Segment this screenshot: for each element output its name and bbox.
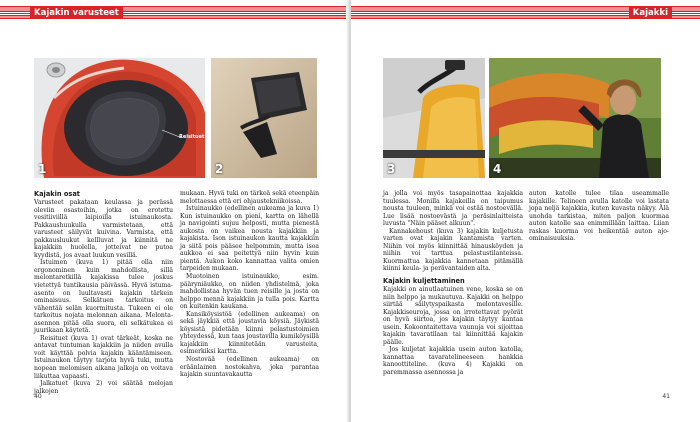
- section-heading: Kajakin osat: [34, 190, 80, 198]
- kayak-cockpit-seat-photo: [34, 58, 205, 178]
- page-number: 40: [34, 393, 42, 400]
- photo-number: 1: [38, 162, 47, 176]
- text-column-1: [34, 190, 173, 395]
- paragraph: Nostovää (edellinen aukeama) on eräänlainen nostokahva, joka parantaa kajakin suuntavakautta: [180, 356, 319, 379]
- paragraph: Muotoinen istuinaukko, esim. pääryniäukko, on niiden yhdistelmä, joka mahdollistaa hyvän tuen reisille ja josta on helppo mennä kajakkiin ja tulla pois. Kartta on kuitenkin kaukana.: [180, 273, 319, 311]
- photo-number: 4: [493, 162, 502, 176]
- photo-roof-rack: [383, 58, 485, 178]
- paragraph: ja jolla voi myös tasapainottaa kajakkia tuulessa. Monilla kajakeilla on taipumus nousta tuuleen, minkä voi estää nostoevällä. Lue lisää nostoevästä ja peräsinlaitteista luvusta "Näin pääset alkuun".: [383, 190, 523, 228]
- photo-callout-label: Reisituet: [179, 134, 205, 140]
- photo-kayak-cockpit: [34, 58, 205, 178]
- paragraph: Istuinaukko (edellinen aukeama ja kuva 1) Kun istuinaukko on pieni, kartta on lähellä ja navigointi sujuu helposti, mutta pienestä aukosta on vaikea nousta kajakkiin ja kajakista. Ison istuinaukon kautta kajakkiin ja siitä pois pääsee helpommin, mutta isoa aukkoa ei saa peitettyä niin hyvin kuin pientä. Aukon koko kannattaa valita omien tarpeiden mukaan.: [180, 205, 319, 273]
- kayak-roof-rack-photo: [383, 58, 485, 178]
- paragraph: Varusteet pakataan keulassa ja perässä oleviin osastoihin, jotka on erotettu vesitiiviillä laipioilla istuinaukosta. Pakkaushuukulla varmistetaan, että varusteet säilyvät kuivina. Varmista, että pakkausluukut kellluvat ja kiinnitä ne kajakkiin huolella, jotteivat ne putoa kyydistä, jos avaat luukun vesillä.: [34, 199, 173, 259]
- paragraph: auton katolle tulee tilaa useammalle kajakille. Telineen avulla katolle voi lastata jopa neljä kajakkia, kuten kuvasta näkyy. Älä unohda tarkistaa, miten paljon kuormaa auton katolle saa enimmillään laittaa. Liian raskas kuorma voi heikentää auton ajo-ominaisuuksia.: [529, 190, 669, 243]
- paragraph: Jalkatuet (kuva 2) voi säätää melojan jalkojen: [34, 380, 173, 395]
- photo-number: 2: [215, 162, 224, 176]
- paragraph: Reisituet (kuva 1) ovat tärkeät, koska ne antavat tuntuman kajakkiin ja niiden avulla voit käyttää polvia kajakin kääntämiseen. Istuinaukon täytyy tarjota hyvä tuki, mutta nopean melomisen aikana jalkoja on voitava liikuttaa vapaasti.: [34, 334, 173, 380]
- section-title: Kajakin varusteet: [30, 7, 123, 19]
- paragraph: Istuimen (kuva 1) pitää olla niin ergonominen kuin mahdollista, sillä melontaretkillä kajakissa tulee joskus vietettyä tuntikausia päivässä. Hyvä istuma-asento on luultavasti kajakin tärkein ominaisuus. Selkätuen tarkoitus on vähentää selän kuormitusta. Tukeen ei ole tarkoitus nojata melonnan aikana. Melonta-asennon pitää olla suora, eli selkätukea ei juurikaan käytetä.: [34, 259, 173, 335]
- paragraph: Kajakki on ainutlaatuinen vene, koska se on niin helppo ja mukautuva. Kajakki on helppo siirtää säilytyspaikasta melontavesille. Kajakkiseuroja, jossa on irrotettavat pyörät on hyvä siirtoa, jos kajakin täytyy kantaa usein. Kokoontaitettava vaunuja voi sijoittaa kajakin tavaratilaan tai kiinnittää kajakin päälle.: [383, 286, 523, 346]
- section-heading: Kajakin kuljettaminen: [383, 277, 465, 286]
- right-page: [351, 0, 700, 422]
- person-loading-kayak-photo: [489, 58, 661, 178]
- left-page: [0, 0, 349, 422]
- section-title: Kajakki: [629, 7, 672, 19]
- photo-number: 3: [387, 162, 396, 176]
- paragraph: Kansiköysistöä (edellinen aukeama) on sekä jäykkiä että joustavia köysiä. Jäykistä köysistä pidetään kiinni pelastustoimien yhteydessä, kun taas joustavilla kumiköysillä kajakkiin kiinnitetään varusteita, esimerkiksi kartta.: [180, 310, 319, 356]
- seat-pad-photo: [211, 58, 317, 178]
- photo-seat-pad: [211, 58, 317, 178]
- text-column-4: [529, 190, 669, 243]
- paragraph: mukaan. Hyvä tuki on tärkeä sekä eteenpäin melottaessa että eri ohjaustekniikoissa.: [180, 190, 319, 205]
- photo-person-loading-kayak: [489, 58, 661, 178]
- paragraph: Kannakehoust (kuva 3) kajakin kuljetusta varten ovat kajakin kantamista varten. Niihin voi myös kiinnittää hinausköyden ja niihin voi tarttua pelastustilanteissa. Kuormattua kajakkia kannetaan pitämällä kiinni keula- ja perävantaiden alta.: [383, 227, 523, 273]
- header-band: [0, 6, 349, 20]
- paragraph: Jos kuljetat kajakkia usein auton katolla, kannattaa tavaratelineeseen hankkia kanoottiteline. (kuva 4) Kajakki on paremmassa asennossa ja: [383, 346, 523, 377]
- header-band: [351, 6, 700, 20]
- text-column-2: [180, 190, 319, 379]
- text-column-3: [383, 190, 523, 377]
- page-number: 41: [662, 393, 670, 400]
